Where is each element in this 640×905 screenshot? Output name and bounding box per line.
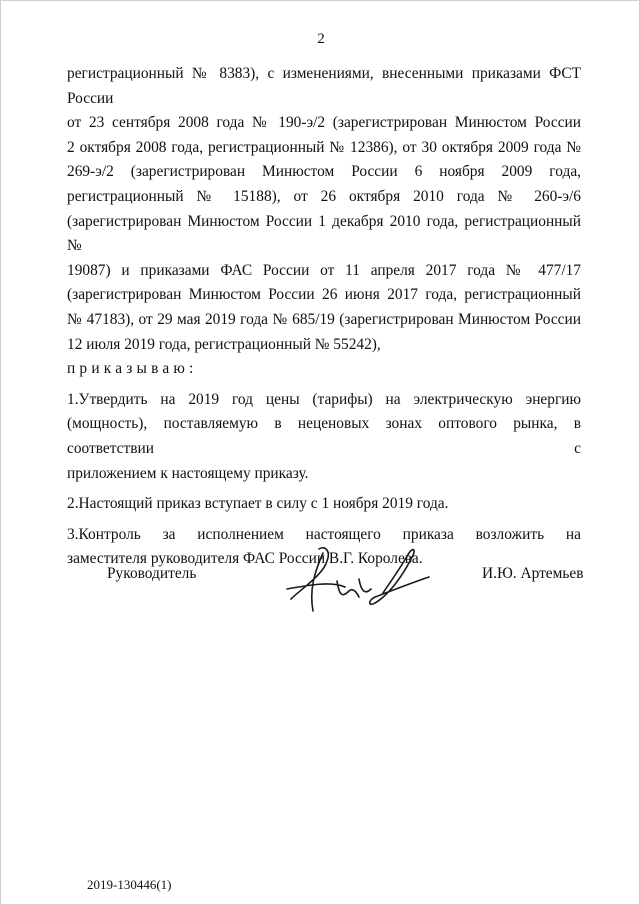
- order-item: [67, 492, 581, 517]
- paragraph-line: (зарегистрирован Минюстом России 1 декабря 2010 года, регистрационный №: [67, 212, 581, 255]
- handwritten-signature: [279, 541, 439, 626]
- paragraph-line: 2 октября 2008 года, регистрационный № 12386), от 30 октября 2009 года №: [67, 138, 581, 156]
- item-text: Контроль за исполнением настоящего приказа возложить на: [78, 525, 581, 543]
- document-code: 2019-130446(1): [87, 877, 172, 892]
- item-number: 2.: [67, 495, 79, 513]
- item-text: заместителя руководителя ФАС России В.Г. Королева.: [67, 550, 423, 568]
- paragraph-line: 19087) и приказами ФАС России от 11 апреля 2017 года № 477/17: [67, 261, 581, 279]
- item-text: Утвердить на 2019 год цены (тарифы) на электрическую энергию: [78, 390, 581, 408]
- item-text: Настоящий приказ вступает в силу с 1 ноября 2019 года.: [78, 495, 449, 513]
- item-text: приложением к настоящему приказу.: [67, 464, 309, 482]
- intro-paragraph: [67, 62, 581, 357]
- document-body: [67, 62, 581, 572]
- order-word: приказываю:: [67, 360, 198, 378]
- paragraph-line: регистрационный № 8383), с изменениями, внесенными приказами ФСТ России: [67, 65, 581, 107]
- paragraph-line: 12 июля 2019 года, регистрационный № 55242),: [67, 335, 381, 353]
- item-text: (мощность), поставляемую в неценовых зонах оптового рынка, в соответствии с: [67, 415, 581, 457]
- paragraph-line: № 47183), от 29 мая 2019 года № 685/19 (зарегистрирован Минюстом России: [67, 310, 581, 328]
- order-item: [67, 388, 581, 486]
- signature-block: [1, 541, 640, 631]
- paragraph-line: 269-э/2 (зарегистрирован Минюстом России 6 ноября 2009 года,: [67, 163, 581, 181]
- paragraph-line: (зарегистрирован Минюстом России 26 июня 2017 года, регистрационный: [67, 286, 581, 304]
- paragraph-line: регистрационный № 15188), от 26 октября 2010 года № 260-э/6: [67, 187, 581, 205]
- paragraph-line: от 23 сентября 2008 года № 190-э/2 (зарегистрирован Минюстом России: [67, 114, 581, 132]
- item-number: 1.: [67, 390, 79, 408]
- page-number: 2: [317, 31, 325, 47]
- item-number: 3.: [67, 525, 79, 543]
- signatory-name: И.Ю. Артемьев: [482, 565, 584, 582]
- signatory-position: Руководитель: [107, 565, 197, 582]
